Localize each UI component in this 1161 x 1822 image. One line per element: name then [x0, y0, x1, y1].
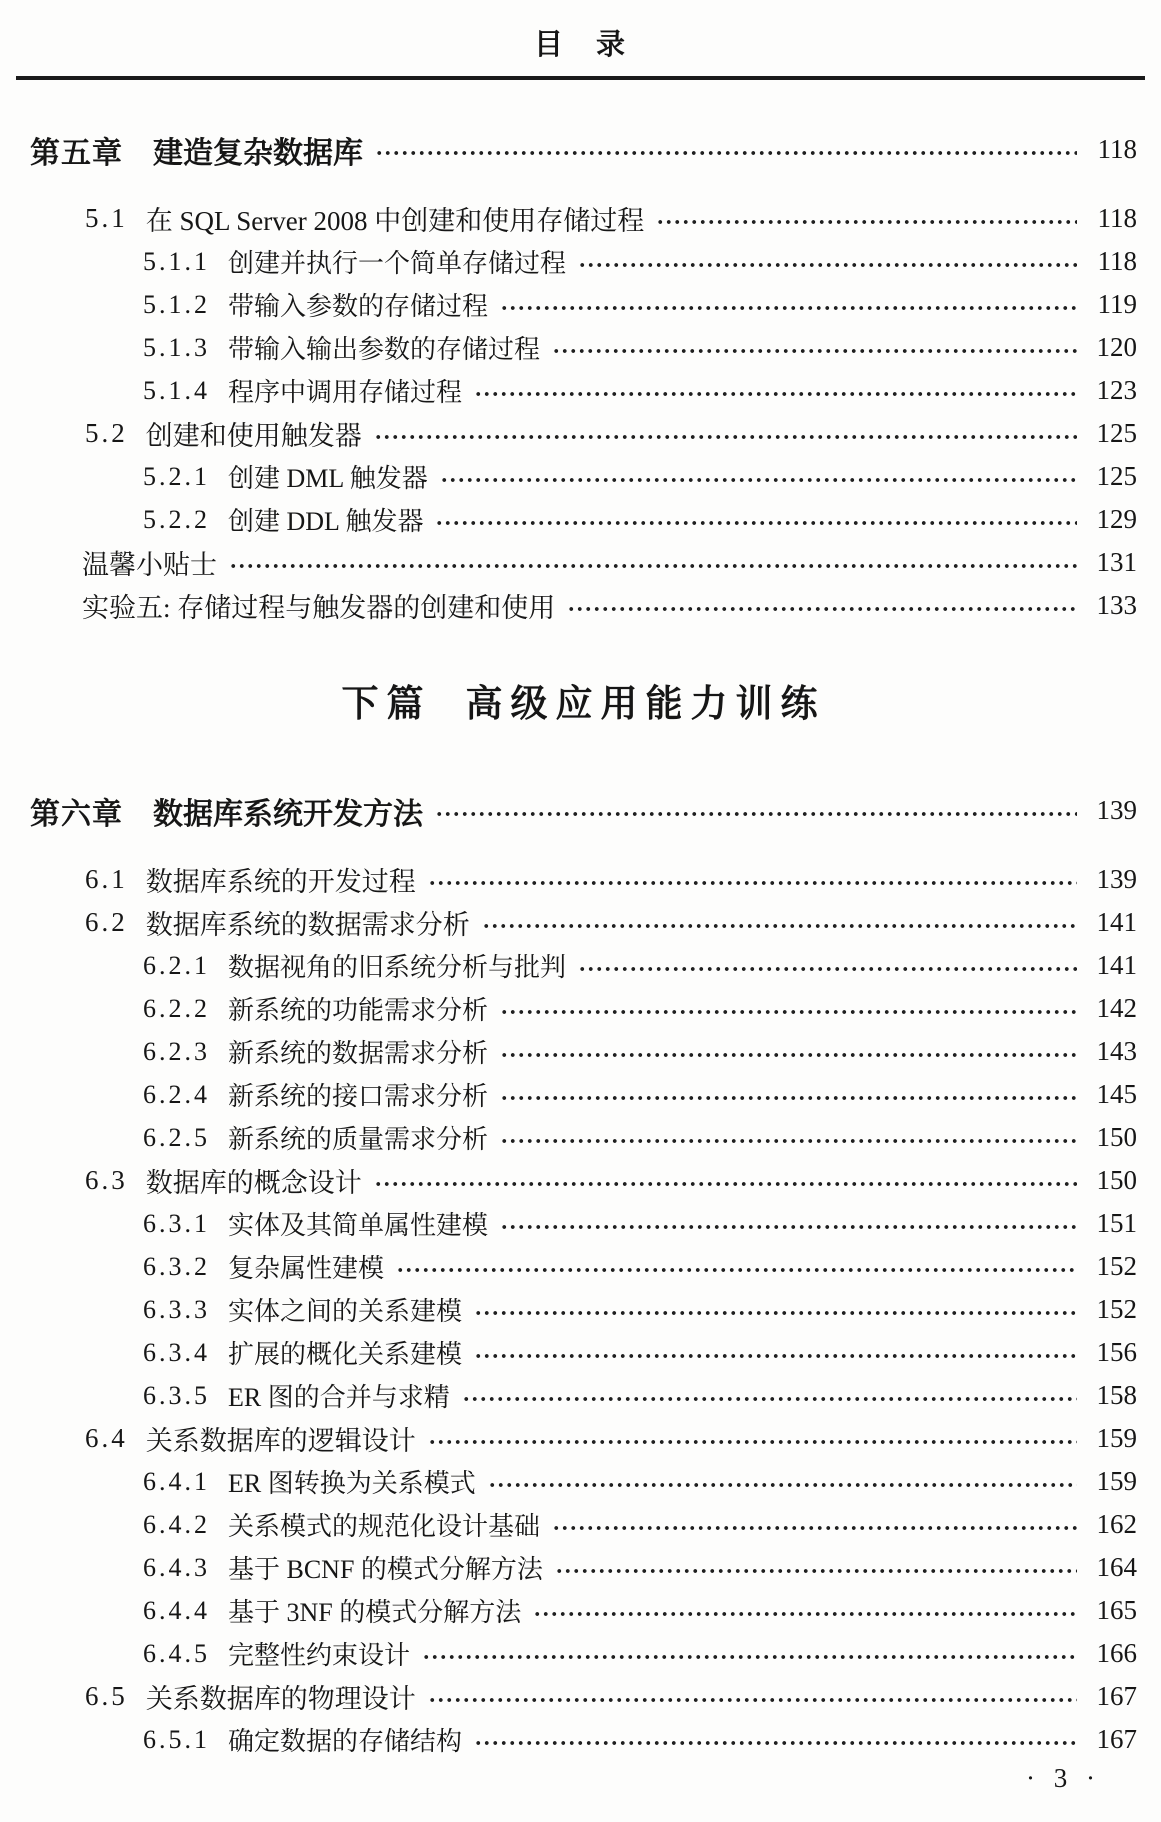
dot-leader — [428, 877, 1077, 889]
entry-page-number: 118 — [1097, 203, 1137, 233]
entry-number: 6.3.3 — [143, 1294, 210, 1324]
toc-entry-subsection — [30, 369, 1137, 412]
part-heading-title: 高级应用能力训练 — [465, 684, 826, 725]
dot-leader — [474, 1350, 1077, 1362]
entry-number: 6.3 — [85, 1165, 128, 1195]
entry-number: 5.2.2 — [143, 504, 210, 534]
entry-title: 程序中调用存储过程 — [228, 378, 463, 407]
entry-page-number: 156 — [1096, 1337, 1137, 1367]
toc-entry-chapter — [30, 128, 1137, 171]
entry-title: ER 图转换为关系模式 — [228, 1469, 476, 1498]
dot-leader — [474, 388, 1077, 400]
dot-leader — [374, 1178, 1077, 1190]
entry-number: 6.3.2 — [143, 1251, 210, 1281]
entry-title: 新系统的质量需求分析 — [228, 1125, 489, 1154]
entry-number: 5.2.1 — [143, 461, 210, 491]
dot-leader — [656, 216, 1077, 228]
entry-page-number: 143 — [1096, 1036, 1137, 1066]
entry-title: 关系模式的规范化设计基础 — [228, 1512, 541, 1541]
dot-leader — [435, 808, 1077, 820]
entry-page-number: 123 — [1096, 375, 1137, 405]
entry-title: 温馨小贴士 — [82, 550, 217, 580]
entry-number: 6.2.4 — [143, 1079, 210, 1109]
footer-page-number: · 3 · — [1026, 1763, 1101, 1793]
entry-page-number: 118 — [1097, 134, 1137, 164]
entry-title: 创建 DML 触发器 — [228, 464, 428, 493]
entry-page-number: 118 — [1097, 246, 1137, 276]
entry-page-number: 125 — [1096, 418, 1137, 448]
entry-number: 第五章 — [30, 136, 123, 170]
dot-leader — [422, 1651, 1077, 1663]
dot-leader — [428, 1436, 1077, 1448]
dot-leader — [533, 1608, 1077, 1620]
entry-page-number: 141 — [1096, 907, 1137, 937]
dot-leader — [462, 1393, 1077, 1405]
toc-entry-subsection — [30, 1331, 1137, 1374]
entry-number: 6.4.1 — [143, 1466, 210, 1496]
toc-entry-section-plain — [30, 541, 1137, 584]
dot-leader — [428, 1694, 1077, 1706]
dot-leader — [578, 259, 1077, 271]
entry-title: 带输入输出参数的存储过程 — [228, 335, 541, 364]
entry-page-number: 120 — [1096, 332, 1137, 362]
entry-number: 6.3.1 — [143, 1208, 210, 1238]
entry-number: 6.5.1 — [143, 1724, 210, 1754]
dot-leader — [482, 920, 1077, 932]
entry-page-number: 150 — [1096, 1122, 1137, 1152]
entry-page-number: 158 — [1096, 1380, 1137, 1410]
entry-page-number: 151 — [1096, 1208, 1137, 1238]
toc-entry-subsection — [30, 240, 1137, 283]
toc-entry-subsection — [30, 1460, 1137, 1503]
part-heading-label: 下篇 — [341, 684, 432, 725]
dot-leader — [396, 1264, 1077, 1276]
toc-entry-section — [30, 197, 1137, 240]
dot-leader — [375, 147, 1077, 159]
toc-entry-section — [30, 1675, 1137, 1718]
toc-entry-subsection — [30, 1073, 1137, 1116]
entry-number: 6.1 — [85, 864, 128, 894]
page-title: 目 录 — [533, 29, 627, 61]
toc-entry-section — [30, 1417, 1137, 1460]
entry-page-number: 139 — [1096, 864, 1137, 894]
entry-title: 新系统的数据需求分析 — [228, 1039, 489, 1068]
entry-title: 带输入参数的存储过程 — [228, 292, 489, 321]
dot-leader — [500, 302, 1077, 314]
entry-number: 5.1.3 — [143, 332, 210, 362]
dot-leader — [500, 1135, 1077, 1147]
entry-page-number: 145 — [1096, 1079, 1137, 1109]
entry-title: 数据库的概念设计 — [145, 1168, 362, 1198]
entry-title: 扩展的概化关系建模 — [228, 1340, 463, 1369]
toc-entry-section — [30, 858, 1137, 901]
entry-title: 关系数据库的逻辑设计 — [145, 1426, 416, 1456]
entry-page-number: 152 — [1096, 1294, 1137, 1324]
entry-number: 6.4.3 — [143, 1552, 210, 1582]
toc-entry-subsection — [30, 1718, 1137, 1761]
entry-page-number: 166 — [1096, 1638, 1137, 1668]
entry-page-number: 165 — [1096, 1595, 1137, 1625]
entry-title: 基于 BCNF 的模式分解方法 — [228, 1555, 543, 1584]
entry-title: 数据库系统开发方法 — [153, 797, 423, 831]
dot-leader — [500, 1092, 1077, 1104]
entry-number: 6.3.5 — [143, 1380, 210, 1410]
entry-number: 6.2 — [85, 907, 128, 937]
entry-page-number: 119 — [1097, 289, 1137, 319]
entry-title: 确定数据的存储结构 — [228, 1727, 463, 1756]
toc-entry-subsection — [30, 326, 1137, 369]
dot-leader — [488, 1479, 1077, 1491]
entry-page-number: 162 — [1096, 1509, 1137, 1539]
entry-page-number: 159 — [1096, 1423, 1137, 1453]
entry-title: 新系统的接口需求分析 — [228, 1082, 489, 1111]
entry-page-number: 152 — [1096, 1251, 1137, 1281]
toc-entry-subsection — [30, 1030, 1137, 1073]
dot-leader — [474, 1737, 1077, 1749]
entry-page-number: 141 — [1096, 950, 1137, 980]
entry-number: 6.2.3 — [143, 1036, 210, 1066]
toc-entry-chapter — [30, 789, 1137, 832]
entry-number: 5.1.1 — [143, 246, 210, 276]
entry-title: 数据视角的旧系统分析与批判 — [228, 953, 567, 982]
entry-title: 复杂属性建模 — [228, 1254, 385, 1283]
dot-leader — [567, 603, 1077, 615]
entry-number: 6.3.4 — [143, 1337, 210, 1367]
toc-entry-subsection — [30, 1116, 1137, 1159]
entry-number: 6.4 — [85, 1423, 128, 1453]
entry-number: 5.1.2 — [143, 289, 210, 319]
dot-leader — [578, 963, 1077, 975]
toc-entry-subsection — [30, 1632, 1137, 1675]
entry-title: 实验五: 存储过程与触发器的创建和使用 — [82, 593, 556, 623]
entry-number: 5.1.4 — [143, 375, 210, 405]
toc-entry-subsection — [30, 1546, 1137, 1589]
entry-title: 建造复杂数据库 — [153, 136, 363, 170]
entry-number: 5.2 — [85, 418, 128, 448]
dot-leader — [440, 474, 1077, 486]
entry-title: 实体之间的关系建模 — [228, 1297, 463, 1326]
entry-title: 创建和使用触发器 — [145, 421, 362, 451]
entry-title: 完整性约束设计 — [228, 1641, 411, 1670]
dot-leader — [552, 345, 1077, 357]
entry-number: 6.2.2 — [143, 993, 210, 1023]
toc-entry-section-plain — [30, 584, 1137, 627]
entry-page-number: 129 — [1096, 504, 1137, 534]
toc-list — [0, 80, 1161, 1761]
dot-leader — [500, 1006, 1077, 1018]
toc-entry-subsection — [30, 1288, 1137, 1331]
dot-leader — [500, 1221, 1077, 1233]
entry-page-number: 125 — [1096, 461, 1137, 491]
toc-entry-subsection — [30, 1503, 1137, 1546]
part-heading — [30, 673, 1137, 727]
entry-number: 6.4.5 — [143, 1638, 210, 1668]
dot-leader — [500, 1049, 1077, 1061]
entry-number: 第六章 — [30, 797, 123, 831]
entry-title: 创建并执行一个简单存储过程 — [228, 249, 567, 278]
entry-page-number: 150 — [1096, 1165, 1137, 1195]
entry-number: 6.2.5 — [143, 1122, 210, 1152]
entry-page-number: 164 — [1096, 1552, 1137, 1582]
entry-title: 基于 3NF 的模式分解方法 — [228, 1598, 522, 1627]
entry-title: ER 图的合并与求精 — [228, 1383, 450, 1412]
entry-page-number: 142 — [1096, 993, 1137, 1023]
entry-page-number: 159 — [1096, 1466, 1137, 1496]
toc-entry-subsection — [30, 283, 1137, 326]
entry-number: 6.2.1 — [143, 950, 210, 980]
dot-leader — [552, 1522, 1077, 1534]
entry-title: 数据库系统的开发过程 — [145, 867, 416, 897]
toc-entry-subsection — [30, 987, 1137, 1030]
toc-entry-subsection — [30, 1245, 1137, 1288]
entry-title: 数据库系统的数据需求分析 — [145, 910, 470, 940]
entry-title: 关系数据库的物理设计 — [145, 1684, 416, 1714]
toc-entry-subsection — [30, 1589, 1137, 1632]
entry-page-number: 139 — [1096, 795, 1137, 825]
entry-page-number: 131 — [1096, 547, 1137, 577]
toc-entry-section — [30, 901, 1137, 944]
entry-number: 6.4.2 — [143, 1509, 210, 1539]
entry-title: 创建 DDL 触发器 — [228, 507, 424, 536]
toc-entry-section — [30, 1159, 1137, 1202]
entry-title: 新系统的功能需求分析 — [228, 996, 489, 1025]
entry-page-number: 167 — [1096, 1724, 1137, 1754]
toc-entry-subsection — [30, 1202, 1137, 1245]
entry-title: 在 SQL Server 2008 中创建和使用存储过程 — [145, 206, 645, 236]
entry-page-number: 133 — [1096, 590, 1137, 620]
entry-page-number: 167 — [1096, 1681, 1137, 1711]
toc-entry-subsection — [30, 455, 1137, 498]
dot-leader — [474, 1307, 1077, 1319]
toc-entry-subsection — [30, 498, 1137, 541]
entry-number: 5.1 — [85, 203, 128, 233]
toc-entry-subsection — [30, 1374, 1137, 1417]
toc-entry-subsection — [30, 944, 1137, 987]
dot-leader — [374, 431, 1077, 443]
dot-leader — [229, 560, 1077, 572]
dot-leader — [435, 517, 1077, 529]
entry-number: 6.5 — [85, 1681, 128, 1711]
entry-number: 6.4.4 — [143, 1595, 210, 1625]
dot-leader — [555, 1565, 1077, 1577]
entry-title: 实体及其简单属性建模 — [228, 1211, 489, 1240]
toc-entry-section — [30, 412, 1137, 455]
